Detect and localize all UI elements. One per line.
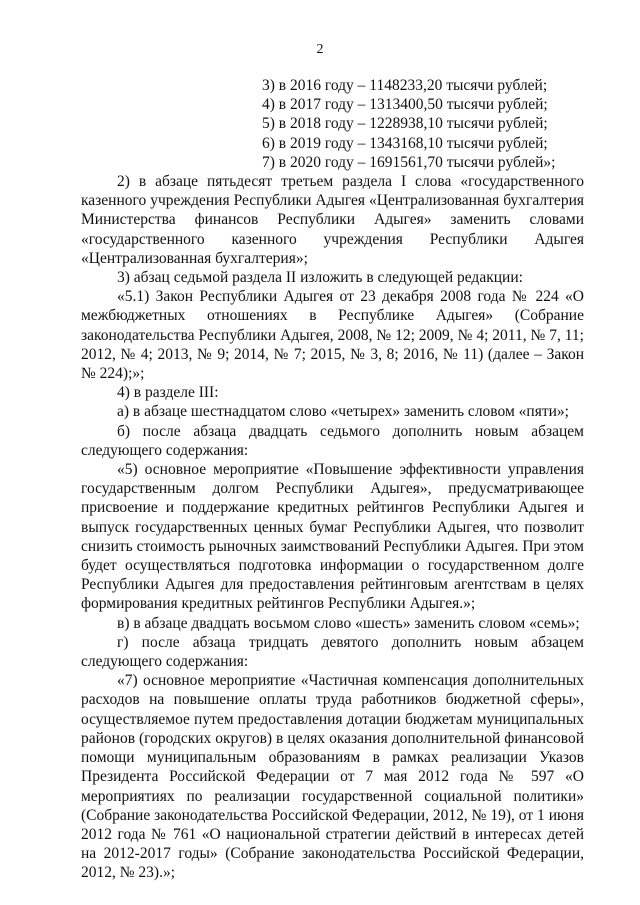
year-line-2017: 4) в 2017 году – 1313400,50 тысячи рублей; [262, 96, 548, 114]
paragraph-subitem-a: а) в абзаце шестнадцатом слово «четырех» заменить словом «пяти»; [117, 403, 569, 421]
year-line-2020: 7) в 2020 году – 1691561,70 тысячи рублей»; [262, 153, 556, 171]
paragraph-subitem-b: б) после абзаца двадцать седьмого дополнить новым абзацем следующего содержания: [81, 422, 584, 459]
page-number: 2 [316, 42, 324, 57]
paragraph-item-3: 3) абзац седьмой раздела II изложить в следующей редакции: [117, 269, 523, 287]
paragraph-quote-5-1: «5.1) Закон Республики Адыгея от 23 декабря 2008 года № 224 «О межбюджетных отношениях в Республике Адыгея» (Собрание законодательства Республики Адыгея, 2008, № 12; 2009, № 4; 2011, № 7, 11; 2012, № 4; 2013, № 9; 2014, № 7; 2015, № 3, 8; 2016, № 11) (далее – Закон № 224);»; [81, 288, 584, 383]
paragraph-item-2: 2) в абзаце пятьдесят третьем раздела I слова «государственного казенного учреждения Республики Адыгея «Централизованная бухгалтерия Министерства финансов Республики Адыгея» заменить словами «государственного казенного учреждения Республики Адыгея «Централизованная бухгалтерия»; [81, 173, 584, 267]
paragraph-quote-7: «7) основное мероприятие «Частичная компенсация дополнительных расходов на повышение оплаты труда работников бюджетной сферы», осуществляемое путем предоставления дотации бюджетам муниципальных районов (городских округов) в целях оказания дополнительной финансовой помощи муниципальным образованиям в рамках реализации Указов Президента Российской Федерации от 7 мая 2012 года № 597 «О мероприятиях по реализации государственной социальной политики» (Собрание законодательства Российской Федерации, 2012, № 19), от 1 июня 2012 года № 761 «О национальной стратегии действий в интересах детей на 2012-2017 годы» (Собрание законодательства Российской Федерации, 2012, № 23).»; [81, 672, 584, 882]
paragraph-quote-5: «5) основное мероприятие «Повышение эффективности управления государственным долгом Республики Адыгея», предусматривающее присвоение и поддержание кредитных рейтингов Республики Адыгея и выпуск государственных ценных бумаг Республики Адыгея, что позволит снизить стоимость рыночных заимствований Республики Адыгея. При этом будет осуществляться подготовка информации о государственном долге Республики Адыгея для предоставления рейтинговым агентствам в целях формирования кредитных рейтингов Республики Адыгея.»; [81, 461, 584, 613]
funding-by-year-list [262, 76, 582, 172]
paragraph-subitem-g: г) после абзаца тридцать девятого дополнить новым абзацем следующего содержания: [81, 633, 584, 671]
paragraph-subitem-v: в) в абзаце двадцать восьмом слово «шесть» заменить словом «семь»; [117, 614, 580, 632]
year-line-2016: 3) в 2016 году – 1148233,20 тысячи рублей; [262, 77, 548, 94]
year-line-2018: 5) в 2018 году – 1228938,10 тысячи рублей; [262, 115, 548, 133]
year-line-2019: 6) в 2019 году – 1343168,10 тысячи рублей; [262, 134, 548, 152]
document-body [81, 172, 584, 883]
paragraph-item-4: 4) в разделе III: [117, 384, 219, 402]
